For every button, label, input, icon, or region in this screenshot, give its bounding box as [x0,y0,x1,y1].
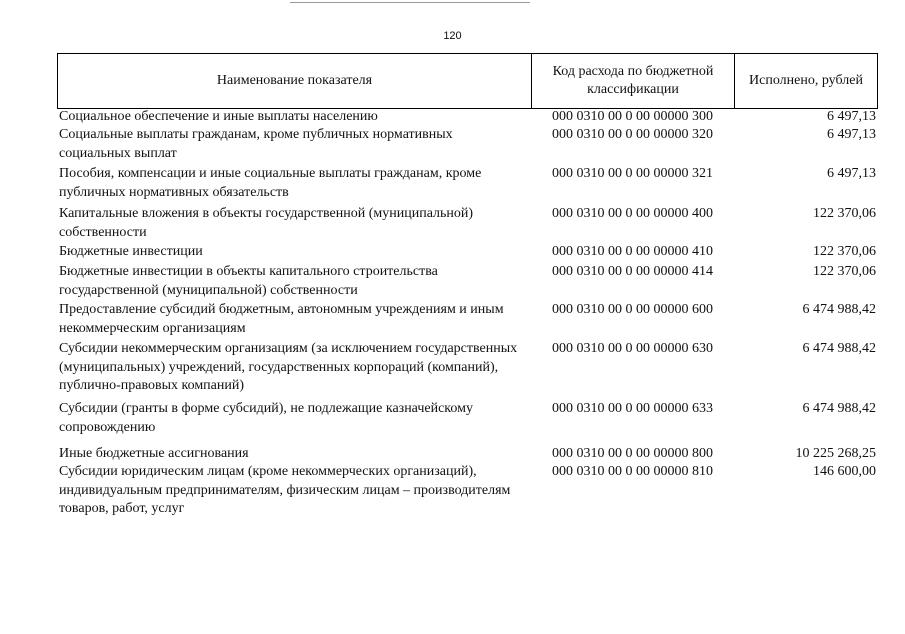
page-number: 120 [443,30,462,42]
row-name: Субсидии юридическим лицам (кроме некоммерческих организаций), индивидуальным предпринимателям, физическим лицам – производителям товаров, работ, услуг [59,464,511,516]
table-row [59,400,878,445]
row-executed: 122 370,06 [813,264,876,279]
row-name: Субсидии (гранты в форме субсидий), не подлежащие казначейскому сопровождению [59,401,473,435]
row-code: 000 0310 00 0 00 00000 300 [552,109,713,124]
row-code: 000 0310 00 0 00 00000 320 [552,127,713,142]
top-divider [290,2,530,3]
header-executed: Исполнено, рублей [749,73,863,88]
table-row [59,445,878,463]
row-name: Капитальные вложения в объекты государственной (муниципальной) собственности [59,206,474,240]
row-name: Иные бюджетные ассигнования [59,446,249,461]
table-row [59,263,878,301]
row-executed: 6 497,13 [827,127,876,142]
table-row [59,243,878,263]
row-code: 000 0310 00 0 00 00000 400 [552,206,713,221]
row-code: 000 0310 00 0 00 00000 633 [552,401,713,416]
row-name: Пособия, компенсации и иные социальные выплаты гражданам, кроме публичных нормативных обязательств [59,166,482,200]
row-code: 000 0310 00 0 00 00000 600 [552,302,713,317]
row-name: Бюджетные инвестиции [59,244,203,259]
row-executed: 6 474 988,42 [802,401,876,416]
table-row [59,340,878,400]
row-executed: 122 370,06 [813,244,876,259]
row-code: 000 0310 00 0 00 00000 630 [552,341,713,356]
row-executed: 6 497,13 [827,109,876,124]
row-code: 000 0310 00 0 00 00000 800 [552,446,713,461]
row-name: Субсидии некоммерческим организациям (за исключением государственных (муниципальных) учреждений, государственных корпораций (компаний), публично-правовых компаний) [59,341,518,393]
header-code: Код расхода по бюджетной классификации [532,54,735,108]
table-row [59,205,878,243]
row-executed: 146 600,00 [813,464,876,479]
row-executed: 122 370,06 [813,206,876,221]
row-name: Предоставление субсидий бюджетным, автономным учреждениям и иным некоммерческим организациям [59,302,504,336]
table-row [59,463,878,521]
row-executed: 6 497,13 [827,166,876,181]
table-body [59,108,878,521]
table-row [59,301,878,340]
row-executed: 6 474 988,42 [802,341,876,356]
row-name: Бюджетные инвестиции в объекты капитального строительства государственной (муниципальной) собственности [59,264,438,298]
row-code: 000 0310 00 0 00 00000 414 [552,264,713,279]
row-name: Социальное обеспечение и иные выплаты населению [59,109,378,124]
table-row [59,108,878,126]
row-code: 000 0310 00 0 00 00000 810 [552,464,713,479]
row-code: 000 0310 00 0 00 00000 321 [552,166,713,181]
row-code: 000 0310 00 0 00 00000 410 [552,244,713,259]
row-executed: 10 225 268,25 [795,446,876,461]
table-row [59,126,878,165]
header-name: Наименование показателя [58,54,532,108]
table-row [59,165,878,205]
table-header [57,53,878,109]
row-name: Социальные выплаты гражданам, кроме публичных нормативных социальных выплат [59,127,453,161]
row-executed: 6 474 988,42 [802,302,876,317]
